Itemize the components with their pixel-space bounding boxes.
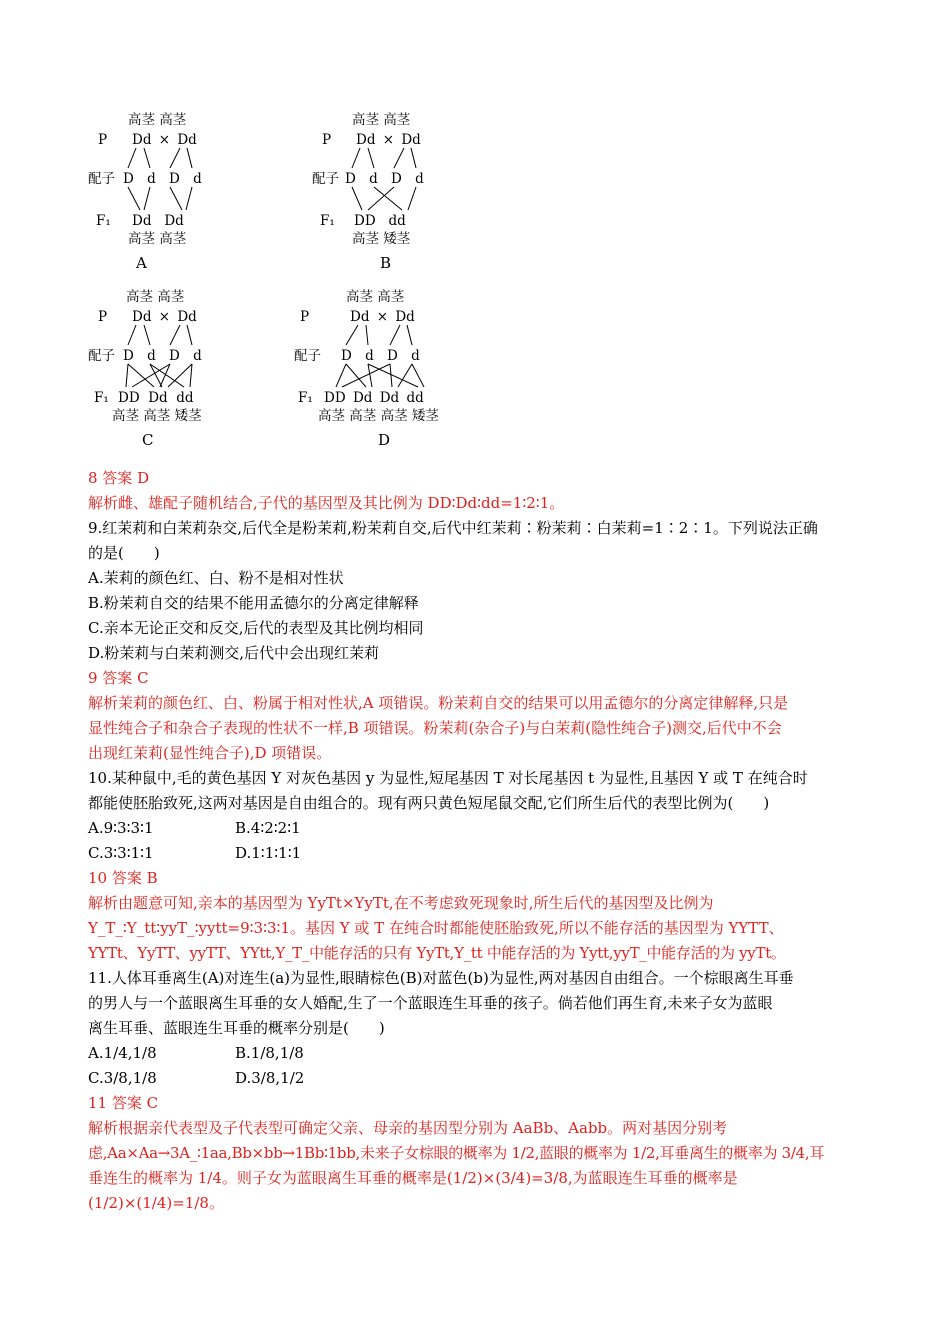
q9-analysis-line: 出现红茉莉(显性纯合子),D 项错误。: [88, 744, 332, 762]
f1-phenotypes: 高茎 高茎 高茎 矮茎: [318, 408, 439, 424]
cross-diagram-b: [312, 112, 452, 272]
q11-stem-line: 的男人与一个蓝眼离生耳垂的女人婚配,生了一个蓝眼连生耳垂的孩子。倘若他们再生育,未来子女为蓝眼: [88, 994, 773, 1012]
q11-stem-line: 11.人体耳垂离生(A)对连生(a)为显性,眼睛棕色(B)对蓝色(b)为显性,两对基因自由组合。一个棕眼离生耳垂: [88, 969, 794, 987]
p-label: P: [98, 132, 108, 148]
parent-phenotypes: 高茎 高茎: [128, 112, 187, 128]
parent-phenotypes: 高茎 高茎: [352, 112, 411, 128]
q9-stem-line: 的是( ): [88, 544, 160, 562]
p-label: P: [300, 309, 310, 325]
q10-option-b: B.4∶2∶2∶1: [235, 819, 301, 837]
q11-analysis-line: 虑,Aa×Aa→3A_∶1aa,Bb×bb→1Bb∶1bb,未来子女棕眼的概率为 1/2,蓝眼的概率为 1/2,耳垂离生的概率为 3/4,耳: [88, 1144, 825, 1162]
q11-analysis-line: (1/2)×(1/4)=1/8。: [88, 1194, 224, 1212]
q10-analysis-line: YYTt、YyTT、yyTT、YYtt,Y_T_中能存活的只有 YyTt,Y_tt 中能存活的为 Yytt,yyT_中能存活的为 yyTt。: [88, 944, 786, 962]
gametes: D d D d: [341, 348, 420, 364]
f1-phenotypes: 高茎 高茎: [128, 231, 187, 247]
f1-genotypes: Dd Dd: [132, 213, 184, 229]
q9-analysis-line: 解析茉莉的颜色红、白、粉属于相对性状,A 项错误。粉茉莉自交的结果可以用孟德尔的分离定律解释,只是: [88, 694, 789, 712]
q11-option-c: C.3/8,1/8: [88, 1069, 157, 1087]
q10-answer: 10 答案 B: [88, 869, 158, 887]
cross-diagram-d: [292, 289, 462, 449]
parent-phenotypes: 高茎 高茎: [126, 289, 185, 305]
gametes-label: 配子: [312, 171, 339, 187]
q9-option-c: C.亲本无论正交和反交,后代的表型及其比例均相同: [88, 619, 424, 637]
f1-phenotypes: 高茎 高茎 矮茎: [112, 408, 202, 424]
parent-cross: Dd × Dd: [356, 132, 421, 148]
q10-options-row: [88, 841, 868, 866]
q10-analysis-line: 解析由题意可知,亲本的基因型为 YyTt×YyTt,在不考虑致死现象时,所生后代的基因型及比例为: [88, 894, 714, 912]
q9-option-a: A.茉莉的颜色红、白、粉不是相对性状: [88, 569, 344, 587]
q9-analysis-line: 显性纯合子和杂合子表现的性状不一样,B 项错误。粉茉莉(杂合子)与白茉莉(隐性纯合子)测交,后代中不会: [88, 719, 782, 737]
cross-diagram-c: [88, 289, 248, 449]
f1-genotypes: DD dd: [354, 213, 406, 229]
f1-genotypes: DD Dd Dd dd: [324, 390, 424, 406]
q10-option-d: D.1∶1∶1∶1: [235, 844, 302, 862]
q10-option-a: A.9∶3∶3∶1: [88, 819, 154, 837]
figure-caption: B: [380, 254, 392, 272]
q10-analysis-line: Y_T_∶Y_tt∶yyT_∶yytt=9∶3∶3∶1。基因 Y 或 T 在纯合时都能使胚胎致死,所以不能存活的基因型为 YYTT、: [88, 919, 784, 937]
p-label: P: [322, 132, 332, 148]
q10-stem-line: 10.某种鼠中,毛的黄色基因 Y 对灰色基因 y 为显性,短尾基因 T 对长尾基因 t 为显性,且基因 Y 或 T 在纯合时: [88, 769, 808, 787]
q11-option-d: D.3/8,1/2: [235, 1069, 305, 1087]
q11-analysis-line: 解析根据亲代表型及子代表型可确定父亲、母亲的基因型分别为 AaBb、Aabb。两对基因分别考: [88, 1119, 728, 1137]
gametes-label: 配子: [294, 348, 321, 364]
q10-stem-line: 都能使胚胎致死,这两对基因是自由组合的。现有两只黄色短尾鼠交配,它们所生后代的表型比例为( ): [88, 794, 770, 812]
gametes-label: 配子: [88, 171, 115, 187]
q11-stem-line: 离生耳垂、蓝眼连生耳垂的概率分别是( ): [88, 1019, 385, 1037]
q8-analysis: 解析雌、雄配子随机结合,子代的基因型及其比例为 DD∶Dd∶dd=1∶2∶1。: [88, 494, 565, 512]
parent-phenotypes: 高茎 高茎: [346, 289, 405, 305]
parent-cross: Dd × Dd: [350, 309, 415, 325]
cross-diagram-a: [88, 112, 228, 272]
q9-option-d: D.粉茉莉与白茉莉测交,后代中会出现红茉莉: [88, 644, 380, 662]
parent-cross: Dd × Dd: [132, 309, 197, 325]
gametes: D d D d: [345, 171, 424, 187]
parent-cross: Dd × Dd: [132, 132, 197, 148]
q8-answer: 8 答案 D: [88, 469, 150, 487]
q9-stem-line: 9.红茉莉和白茉莉杂交,后代全是粉茉莉,粉茉莉自交,后代中红茉莉∶粉茉莉∶白茉莉=1∶2∶1。下列说法正确: [88, 519, 818, 537]
f1-label: F₁: [94, 390, 109, 406]
f1-label: F₁: [320, 213, 335, 229]
q10-option-c: C.3∶3∶1∶1: [88, 844, 154, 862]
gametes: D d D d: [123, 171, 202, 187]
figure-caption: D: [378, 431, 391, 449]
q9-option-b: B.粉茉莉自交的结果不能用孟德尔的分离定律解释: [88, 594, 419, 612]
question-body: [88, 466, 868, 1216]
gametes-label: 配子: [88, 348, 115, 364]
q11-answer: 11 答案 C: [88, 1094, 159, 1112]
figure-caption: C: [142, 431, 154, 449]
f1-label: F₁: [96, 213, 111, 229]
q11-option-b: B.1/8,1/8: [235, 1044, 304, 1062]
gametes: D d D d: [123, 348, 202, 364]
f1-phenotypes: 高茎 矮茎: [352, 231, 411, 247]
q9-answer: 9 答案 C: [88, 669, 149, 687]
q11-option-a: A.1/4,1/8: [88, 1044, 157, 1062]
f1-label: F₁: [298, 390, 313, 406]
q11-options-row: [88, 1066, 868, 1091]
f1-genotypes: DD Dd dd: [118, 390, 194, 406]
q11-options-row: [88, 1041, 868, 1066]
q10-options-row: [88, 816, 868, 841]
p-label: P: [98, 309, 108, 325]
q11-analysis-line: 垂连生的概率为 1/4。则子女为蓝眼离生耳垂的概率是(1/2)×(3/4)=3/8,为蓝眼连生耳垂的概率是: [88, 1169, 738, 1187]
figure-caption: A: [136, 254, 147, 272]
